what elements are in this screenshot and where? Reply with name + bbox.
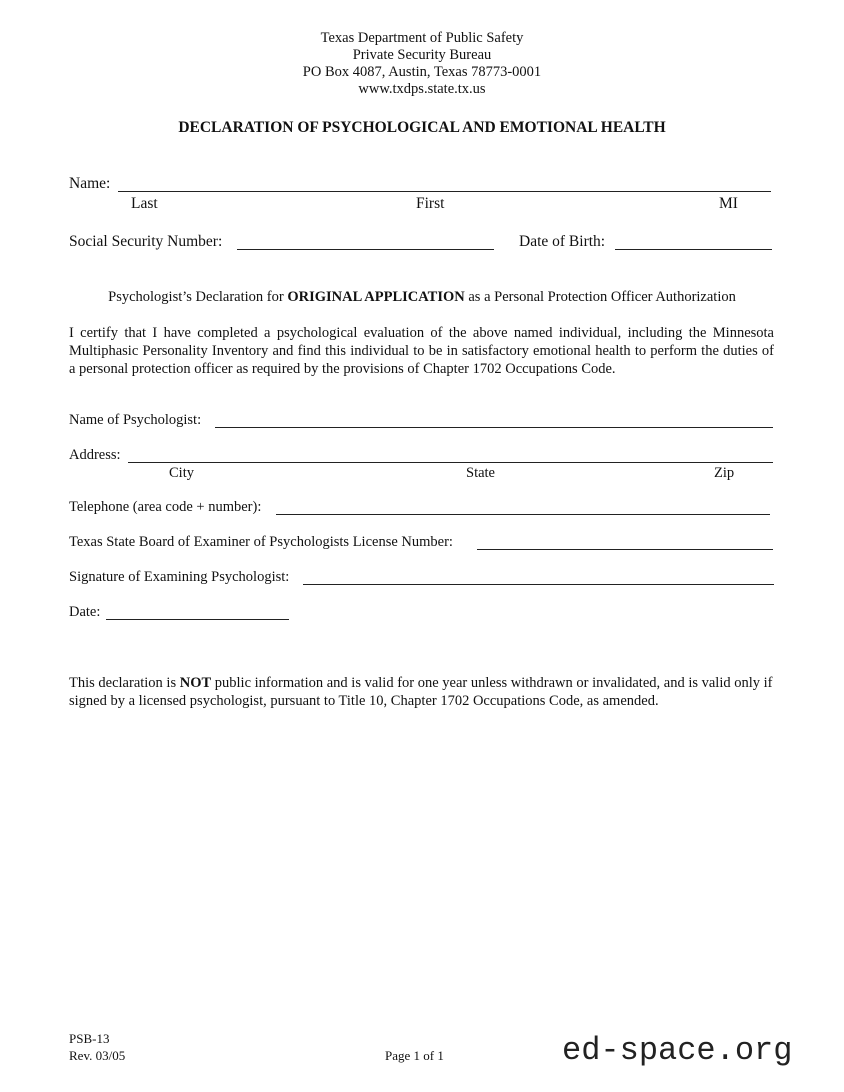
name-sub-mi: MI (719, 195, 738, 212)
watermark: ed-space.org (562, 1032, 793, 1069)
psychologist-name-label: Name of Psychologist: (69, 412, 202, 428)
form-revision: Rev. 03/05 (69, 1048, 126, 1063)
bureau-name: Private Security Bureau (352, 47, 492, 63)
agency-name: Texas Department of Public Safety (320, 30, 524, 46)
agency-address: PO Box 4087, Austin, Texas 78773-0001 (302, 64, 542, 80)
address-sub-state: State (466, 465, 495, 481)
ssn-label: Social Security Number: (69, 233, 223, 250)
name-sub-last: Last (131, 195, 158, 212)
address-sub-city: City (169, 465, 194, 481)
license-label: Texas State Board of Examiner of Psychologists License Number: (69, 534, 453, 550)
dob-field[interactable] (615, 234, 772, 250)
address-sub-zip: Zip (714, 465, 735, 481)
ssn-field[interactable] (237, 234, 494, 250)
telephone-field[interactable] (276, 500, 770, 515)
signature-label: Signature of Examining Psychologist: (69, 569, 290, 585)
name-sub-first: First (416, 195, 445, 212)
date-field[interactable] (106, 605, 289, 620)
signature-field[interactable] (303, 570, 774, 585)
page-number: Page 1 of 1 (385, 1048, 444, 1063)
date-label: Date: (69, 604, 101, 620)
name-label: Name: (69, 175, 111, 192)
address-label: Address: (69, 447, 121, 463)
declaration-subtitle: Psychologist’s Declaration for ORIGINAL APPLICATION as a Personal Protection Officer Authorization (108, 289, 736, 305)
telephone-label: Telephone (area code + number): (69, 499, 262, 515)
address-field[interactable] (128, 448, 773, 463)
certification-text: I certify that I have completed a psychological evaluation of the above named individual, including the Minnesota Multiphasic Personality Inventory and find this individual to be in satisfactory emotional health to perform the duties of a personal protection officer as required by the provisions of Chapter 1702 Occupations Code. (69, 325, 774, 377)
validity-notice: This declaration is NOT public information and is valid for one year unless withdrawn or invalidated, and is valid only if signed by a licensed psychologist, pursuant to Title 10, Chapter 1702 Occupations Code, as amended. (69, 675, 773, 709)
agency-website: www.txdps.state.tx.us (358, 81, 486, 97)
psychologist-name-field[interactable] (215, 413, 773, 428)
page-title: DECLARATION OF PSYCHOLOGICAL AND EMOTIONAL HEALTH (178, 119, 666, 136)
form-number: PSB-13 (69, 1031, 110, 1046)
dob-label: Date of Birth: (519, 233, 606, 250)
license-field[interactable] (477, 535, 773, 550)
name-field[interactable] (118, 176, 771, 192)
